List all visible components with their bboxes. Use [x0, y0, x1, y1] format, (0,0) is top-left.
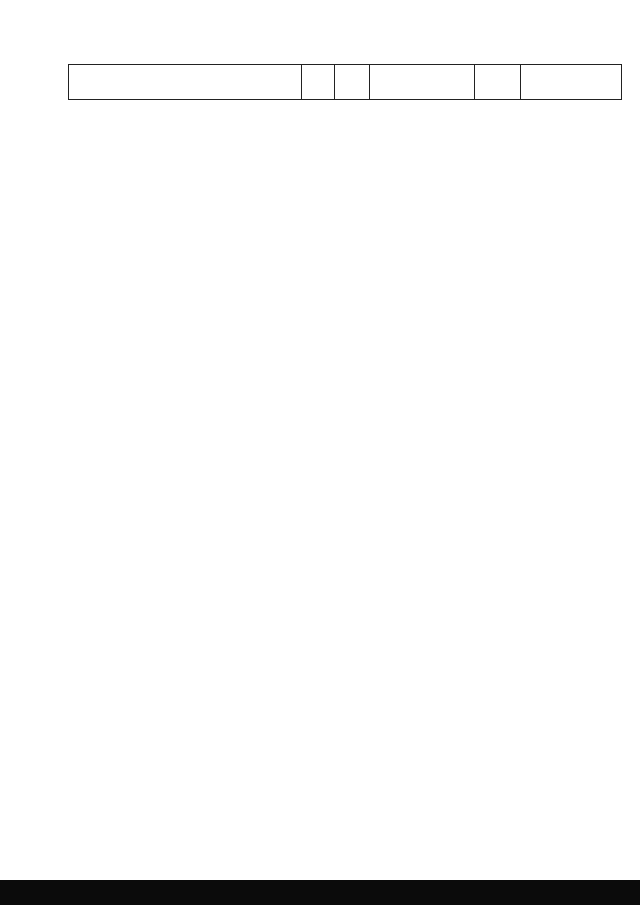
header-vr — [475, 65, 521, 100]
scan-bottom-edge — [0, 880, 640, 905]
header-csr — [370, 65, 475, 100]
header-rz — [302, 65, 335, 100]
header-pr — [335, 65, 370, 100]
header-name — [69, 65, 302, 100]
header-sum — [521, 65, 622, 100]
table-header — [68, 64, 622, 100]
